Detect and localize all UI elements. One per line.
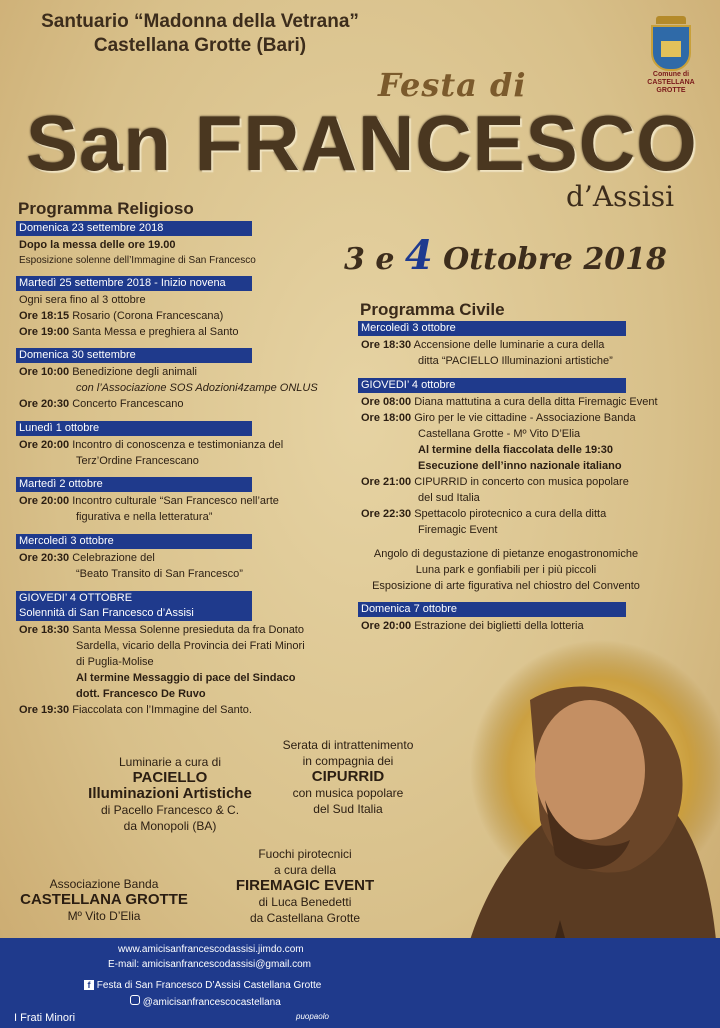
instagram-handle: @amicisanfrancescocastellana (142, 997, 281, 1008)
date-bar: Mercoledì 3 ottobre (16, 534, 252, 549)
event-line: Esecuzione dell’inno nazionale italiano (418, 460, 622, 472)
religioso-block-1 (16, 221, 256, 269)
header-santuario (0, 10, 400, 58)
event-date (344, 232, 667, 279)
date-bar: Domenica 23 settembre 2018 (16, 221, 252, 236)
civile-title: Programma Civile (360, 300, 505, 319)
event-line: Terz’Ordine Francescano (76, 455, 199, 467)
credit-line: del Sud Italia (313, 802, 383, 816)
event-time: Ore 18:30 (19, 624, 70, 636)
event-time: Ore 19:00 (19, 326, 70, 338)
credit-line: Serata di intrattenimento (282, 738, 414, 752)
date-bar: Mercoledì 3 ottobre (358, 321, 626, 336)
event-line: Esposizione solenne dell’Immagine di San Francesco (19, 255, 256, 266)
event-line: Santa Messa Solenne presieduta da fra Donato (72, 624, 304, 636)
event-time: Ore 20:00 (19, 495, 70, 507)
civile-extras (356, 546, 656, 594)
event-line: Diana mattutina a cura della ditta Firemagic Event (414, 396, 658, 408)
event-line: con l’Associazione SOS Adozioni4zampe ONLUS (76, 382, 318, 394)
credit-banda (4, 876, 204, 924)
event-line: del sud Italia (418, 492, 480, 504)
religioso-block-6 (16, 534, 252, 582)
designer-signature: puopaolo (296, 1012, 329, 1021)
event-line: Benedizione degli animali (72, 366, 197, 378)
event-time: Ore 18:00 (361, 412, 412, 424)
date-bar: Martedì 2 ottobre (16, 477, 252, 492)
credit-name: PACIELLO (132, 769, 208, 786)
extra-line: Luna park e gonfiabili per i più piccoli (415, 564, 597, 576)
event-line: ditta “PACIELLO Illuminazioni artistiche” (418, 355, 613, 367)
event-time: Ore 20:30 (19, 398, 70, 410)
event-line: CIPURRID in concerto con musica popolare (414, 476, 629, 488)
event-time: Ore 21:00 (361, 476, 412, 488)
date-bar: Domenica 7 ottobre (358, 602, 626, 617)
event-time: Ore 08:00 (361, 396, 412, 408)
date-bar: Lunedì 1 ottobre (16, 421, 252, 436)
date-post: Ottobre 2018 (432, 242, 667, 277)
santuario-name: Santuario “Madonna della Vetrana” (41, 11, 359, 32)
religioso-block-5 (16, 477, 279, 525)
event-time: Ore 19:30 (19, 704, 70, 716)
event-line: Spettacolo pirotecnico a cura della ditta (414, 508, 607, 520)
extra-line: Esposizione di arte figurativa nel chiostro del Convento (372, 580, 640, 592)
religioso-block-7 (16, 591, 305, 718)
frati-minori: I Frati Minori (14, 1012, 76, 1024)
crown-icon (656, 16, 686, 24)
santuario-location: Castellana Grotte (Bari) (93, 35, 307, 56)
event-line: Ogni sera fino al 3 ottobre (19, 294, 146, 306)
event-time: Ore 22:30 (361, 508, 412, 520)
event-line: Firemagic Event (418, 524, 498, 536)
civile-block-1 (358, 321, 626, 369)
facebook-icon: f (84, 980, 94, 990)
date-bar-2: Solennità di San Francesco d’Assisi (16, 606, 252, 621)
facebook-page: Festa di San Francesco D’Assisi Castellana Grotte (96, 980, 322, 991)
event-time: Ore 10:00 (19, 366, 70, 378)
date-bar: GIOVEDI’ 4 OTTOBRE (16, 591, 252, 606)
event-time: Ore 20:00 (19, 439, 70, 451)
event-line: Giro per le vie cittadine - Associazione Banda (414, 412, 636, 424)
footer-bar (0, 938, 720, 1028)
date-bar: Martedì 25 settembre 2018 - Inizio novena (16, 276, 252, 291)
event-line: Incontro di conoscenza e testimonianza del (72, 439, 284, 451)
event-line: Castellana Grotte - Mº Vito D’Elia (418, 428, 581, 440)
credit-line: di Pacello Francesco & C. (100, 803, 240, 817)
event-line: Incontro culturale “San Francesco nell’arte (72, 495, 279, 507)
credit-line: con musica popolare (292, 786, 404, 800)
date-bar: Domenica 30 settembre (16, 348, 252, 363)
credit-line: Mº Vito D’Elia (67, 909, 141, 923)
page-subtitle: d’Assisi (566, 180, 675, 213)
credit-luminarie (60, 754, 280, 834)
event-time: Ore 18:30 (361, 339, 412, 351)
event-line: Accensione delle luminarie a cura della (413, 339, 605, 351)
facebook-link[interactable] (84, 980, 321, 991)
shield-icon (651, 25, 691, 71)
religioso-block-4 (16, 421, 284, 469)
event-line: Rosario (Corona Francescana) (72, 310, 224, 322)
event-line: Estrazione dei biglietti della lotteria (414, 620, 584, 632)
religioso-block-2 (16, 276, 252, 340)
credit-line: in compagnia dei (302, 754, 394, 768)
extra-line: Angolo di degustazione di pietanze enogastronomiche (373, 548, 639, 560)
religioso-block-3 (16, 348, 318, 412)
festa-di: Festa di (378, 66, 527, 104)
event-line: Celebrazione del (72, 552, 155, 564)
credit-serata (248, 737, 448, 817)
crest-label-2: CASTELLANA GROTTE (647, 79, 695, 94)
civile-block-3 (358, 602, 626, 634)
credit-name: CIPURRID (311, 768, 385, 785)
event-line: Fiaccolata con l’Immagine del Santo. (72, 704, 252, 716)
website-link[interactable]: www.amicisanfrancescodassisi.jimdo.com (118, 944, 304, 955)
credit-name: Illuminazioni Artistiche (88, 785, 252, 802)
event-time: Ore 18:15 (19, 310, 70, 322)
event-line: Concerto Francescano (72, 398, 184, 410)
crest-label-1: Comune di (652, 71, 690, 78)
event-line: figurativa e nella letteratura” (76, 511, 213, 523)
event-line: Santa Messa e preghiera al Santo (72, 326, 239, 338)
credit-line: da Monopoli (BA) (123, 819, 217, 833)
date-bar: GIOVEDI’ 4 ottobre (358, 378, 626, 393)
date-big: 4 (404, 232, 433, 279)
credit-line: Associazione Banda (49, 877, 159, 891)
comune-crest (636, 16, 706, 96)
email-link[interactable]: E-mail: amicisanfrancescodassisi@gmail.com (108, 959, 311, 970)
event-time: Ore 20:00 (361, 620, 412, 632)
event-line: Sardella, vicario della Provincia dei Frati Minori (76, 640, 305, 652)
credit-name: CASTELLANA GROTTE (20, 891, 188, 908)
instagram-link[interactable] (130, 995, 281, 1008)
civile-block-2 (358, 378, 658, 538)
credit-fuochi (205, 846, 405, 926)
event-line: di Puglia-Molise (76, 656, 154, 668)
religioso-title: Programma Religioso (18, 199, 194, 218)
event-line: Al termine Messaggio di pace del Sindaco (76, 672, 296, 684)
credit-line: Luminarie a cura di (118, 755, 222, 769)
credit-line: Fuochi pirotecnici (258, 847, 352, 861)
date-pre: 3 e (344, 242, 405, 277)
event-line: Al termine della fiaccolata delle 19:30 (418, 444, 614, 456)
page-title: San FRANCESCO (26, 99, 698, 187)
credit-line: da Castellana Grotte (249, 911, 361, 925)
castle-icon (661, 41, 681, 57)
event-time: Ore 20:30 (19, 552, 70, 564)
credit-line: a cura della (273, 863, 337, 877)
event-line: “Beato Transito di San Francesco” (76, 568, 243, 580)
credit-name: FIREMAGIC EVENT (235, 877, 375, 894)
credit-line: di Luca Benedetti (258, 895, 352, 909)
event-line: Dopo la messa delle ore 19.00 (19, 239, 176, 251)
event-line: dott. Francesco De Ruvo (76, 688, 206, 700)
instagram-icon (130, 995, 140, 1005)
